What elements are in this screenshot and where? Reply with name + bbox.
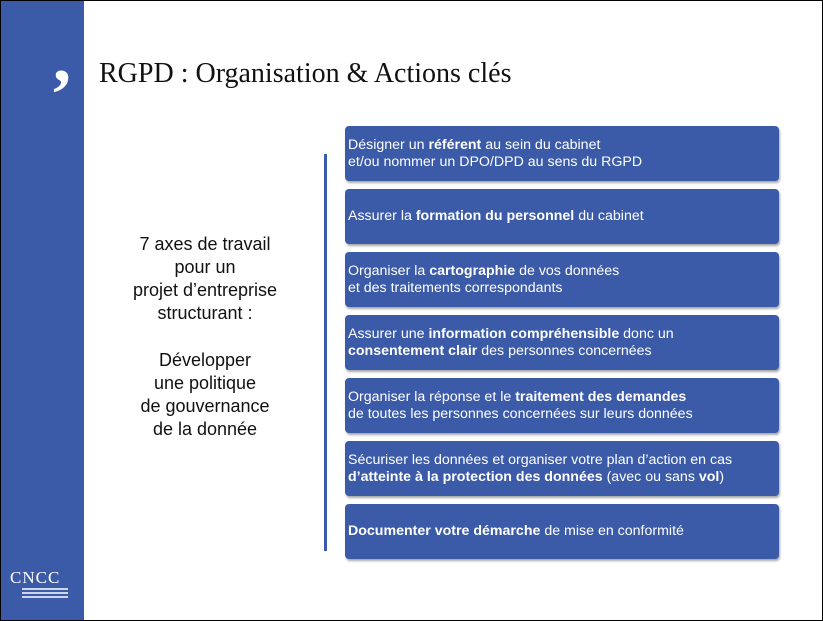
axis-text-bold: formation du personnel: [415, 208, 575, 225]
axis-text-part: au sein du cabinet: [481, 137, 601, 153]
axis-text-part: de vos données: [515, 263, 620, 279]
axis-text: [348, 137, 642, 170]
logo-text: CNCC: [10, 568, 61, 587]
axis-text: [348, 523, 684, 540]
axis-text: [348, 208, 644, 225]
intro-line: projet d’entreprise: [132, 280, 278, 300]
intro-text: [105, 233, 305, 441]
axis-text-part: des personnes concernées: [477, 342, 652, 359]
axis-text-part: de mise en conformité: [540, 523, 684, 540]
axis-text-bold: cartographie: [429, 263, 516, 279]
intro-line: 7 axes de travail: [139, 234, 271, 254]
axis-text: [348, 326, 674, 359]
axis-text-part: de toutes les personnes concernées sur leurs données: [348, 405, 693, 422]
intro-line: pour un: [174, 257, 236, 277]
axes-list: [345, 126, 779, 567]
logo-subtitle-lines: [22, 588, 68, 598]
intro-line: Développer: [158, 350, 252, 370]
axis-box-7: [345, 504, 779, 559]
axis-text-part: et des traitements correspondants: [348, 279, 563, 296]
intro-line: de la donnée: [152, 419, 258, 439]
intro-line: structurant :: [157, 303, 253, 323]
vertical-divider: [324, 154, 327, 551]
cncc-logo: [10, 569, 80, 598]
axis-text: [348, 263, 619, 296]
sidebar-band: [1, 1, 84, 620]
axis-text-bold: d’atteinte à la protection des données: [348, 468, 603, 485]
axis-box-4: [345, 315, 779, 370]
axis-text-part: Désigner un: [348, 137, 429, 153]
axis-text-bold: Documenter votre démarche: [348, 523, 541, 540]
slide-title: RGPD : Organisation & Actions clés: [99, 58, 512, 89]
axis-text-bold: vol: [698, 468, 720, 485]
axis-text-bold: information compréhensible: [428, 326, 620, 342]
intro-block-axes: [105, 233, 305, 325]
axis-text-part: Assurer une: [348, 326, 429, 342]
axis-text-part: du cabinet: [574, 208, 644, 225]
axis-text-part: Sécuriser les données et organiser votre plan d’action en cas: [348, 452, 733, 468]
axis-text-part: Organiser la réponse et le: [348, 389, 516, 405]
axis-box-3: [345, 252, 779, 307]
quote-mark-icon: ,: [53, 17, 71, 97]
axis-text-part: et/ou nommer un DPO/DPD au sens du RGPD: [348, 153, 643, 170]
axis-text-part: Assurer la: [348, 208, 416, 225]
intro-line: une politique: [153, 373, 257, 393]
axis-text-part: donc un: [619, 326, 674, 342]
axis-text-bold: traitement des demandes: [515, 389, 687, 405]
axis-box-6: [345, 441, 779, 496]
axis-box-5: [345, 378, 779, 433]
axis-text: [348, 389, 693, 422]
intro-line: de gouvernance: [140, 396, 270, 416]
axis-text-part: ): [719, 468, 725, 485]
axis-box-2: [345, 189, 779, 244]
axis-text: [348, 452, 776, 485]
axis-text-part: (avec ou sans: [602, 468, 699, 485]
axis-text-bold: consentement clair: [348, 342, 478, 359]
axis-box-1: [345, 126, 779, 181]
axis-text-bold: référent: [428, 137, 482, 153]
intro-block-governance: [105, 349, 305, 441]
axis-text-part: Organiser la: [348, 263, 430, 279]
